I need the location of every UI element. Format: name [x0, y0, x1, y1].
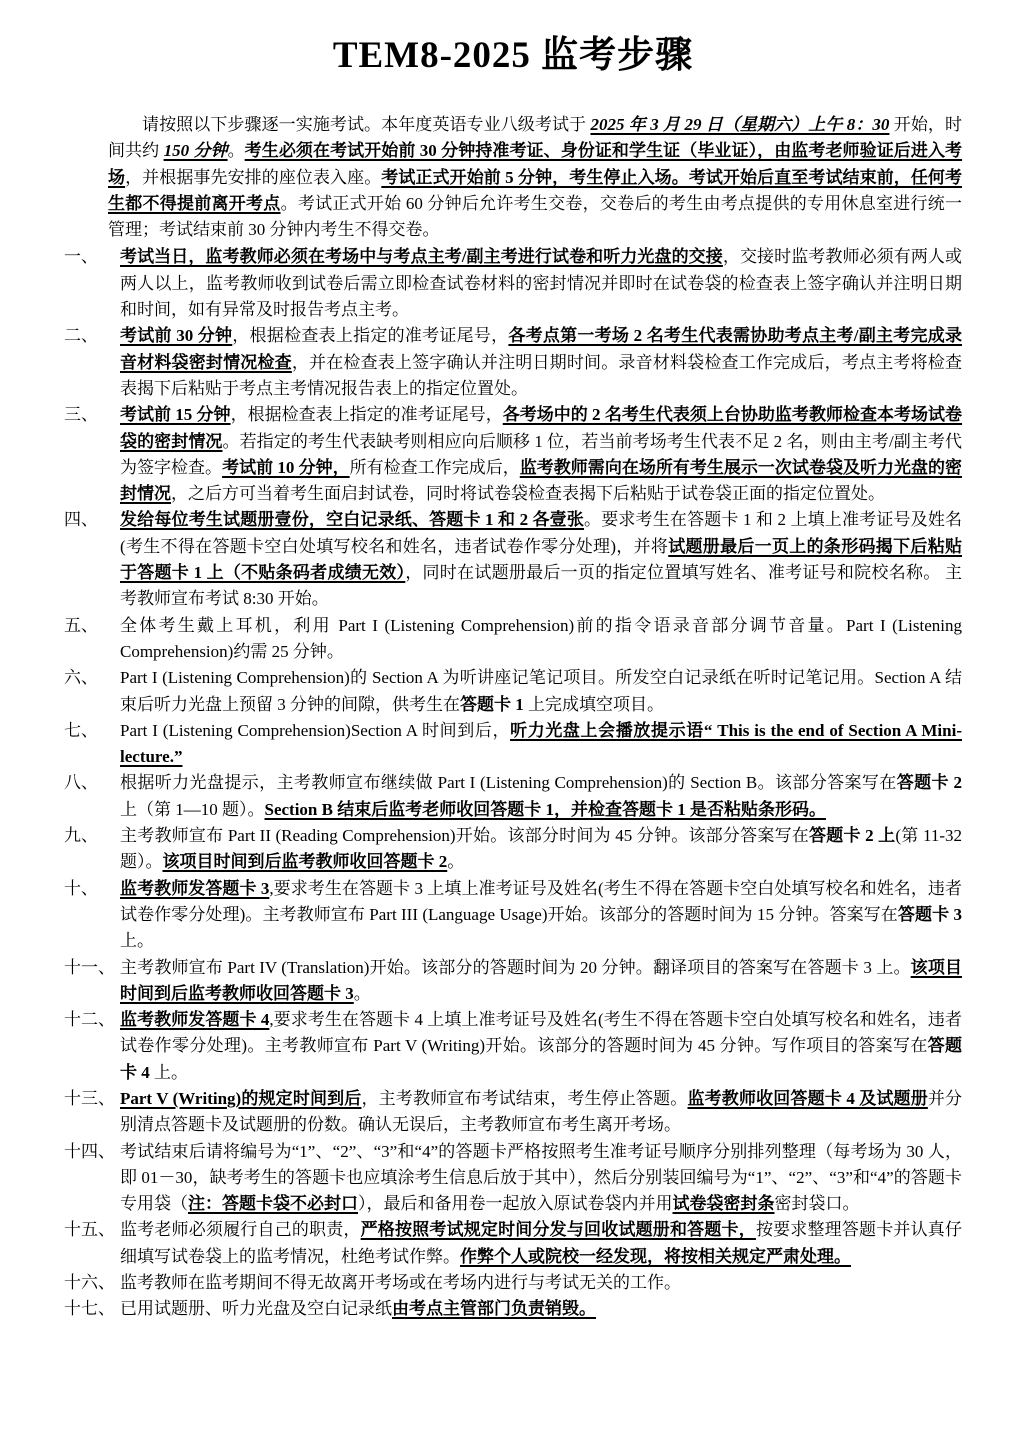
text-segment: 监考教师发答题卡 4: [120, 1010, 270, 1030]
text-segment: 考试前 30 分钟: [120, 326, 233, 346]
text-segment: 。: [353, 983, 371, 1003]
text-segment: Part I (Listening Comprehension)Section A 时间到后，: [120, 720, 511, 740]
text-segment: 各考场中的 2 名考生代表须上台协助监考教师检查本考场试卷袋的密封情况: [120, 405, 963, 451]
text-segment: 由考点主管部门负责销毁。: [392, 1299, 596, 1319]
text-segment: 上（第 1—10 题）。: [120, 799, 265, 819]
step-number: 十二、: [64, 1010, 115, 1030]
step-text: [120, 402, 962, 507]
step-number: 七、: [64, 720, 98, 740]
step-number: 四、: [64, 510, 98, 530]
step-item: [64, 244, 962, 323]
text-segment: 上完成填空项目。: [523, 694, 664, 714]
text-segment: 根据听力光盘提示，主考教师宣布继续做 Part I (Listening Comprehension)的 Section B。该部分答案写在: [120, 773, 897, 793]
step-number: 二、: [64, 326, 98, 346]
text-segment: 主考教师宣布 Part IV (Translation)开始。该部分的答题时间为 20 分钟。翻译项目的答案写在答题卡 3 上。: [120, 957, 911, 977]
step-item: [64, 718, 962, 771]
text-segment: ），最后和备用卷一起放入原试卷袋内并用: [358, 1194, 673, 1214]
step-text: [120, 244, 962, 323]
step-item: [64, 507, 962, 612]
text-segment: 请按照以下步骤逐一实施考试。本年度英语专业八级考试于: [142, 115, 591, 134]
step-text: [120, 507, 962, 612]
text-segment: 上。: [120, 931, 154, 951]
step-number: 六、: [64, 668, 98, 688]
step-text: [120, 1270, 962, 1296]
text-segment: 2025 年 3 月 29 日（星期六）上午 8：30: [590, 115, 890, 134]
step-text: [120, 613, 962, 666]
step-text: [120, 1139, 962, 1218]
step-item: [64, 1296, 962, 1322]
step-text: [120, 876, 962, 955]
text-segment: 考试前 10 分钟，: [222, 457, 350, 477]
text-segment: 发给每位考生试题册壹份，空白记录纸、答题卡 1 和 2 各壹张: [120, 510, 585, 530]
text-segment: 150 分钟: [163, 141, 228, 161]
step-item: [64, 402, 962, 507]
text-segment: 考生必须在考试开始前 30 分钟持准考证、身份证和学生证（毕业证），由监考老师验证后进入考场: [108, 141, 963, 187]
text-segment: Part I (Listening Comprehension)的 Section A 为听讲座记笔记项目。所发空白记录纸在听时记笔记用。Section A 结束后听力光盘上预留 3 分钟的间隙，供考生在: [120, 668, 962, 714]
text-segment: 该项目时间到后监考教师收回答题卡 3: [120, 957, 962, 1003]
step-number: 十四、: [64, 1141, 115, 1161]
text-segment: 严格按照考试规定时间分发与回收试题册和答题卡，: [360, 1220, 756, 1240]
text-segment: (第 11-32 题）。: [120, 826, 963, 872]
step-text: [120, 770, 962, 823]
text-segment: 监考教师需向在场所有考生展示一次试卷袋及听力光盘的密封情况: [120, 457, 963, 504]
text-segment: ，同时在试题册最后一页的指定位置填写姓名、准考证号和院校名称。 主考教师宣布考试 8:30 开始。: [120, 563, 963, 609]
text-segment: 试卷袋密封条: [672, 1194, 775, 1214]
step-item: [64, 770, 962, 823]
text-segment: 考试正式开始前 5 分钟，考生停止入场。考试开始后直至考试结束前，任何考生都不得提前离开考点: [108, 167, 963, 213]
step-text: [120, 665, 962, 718]
step-text: [120, 823, 962, 876]
text-segment: 作弊个人或院校一经发现，将按相关规定严肃处理。: [460, 1246, 851, 1266]
step-item: [64, 665, 962, 718]
step-item: [64, 876, 962, 955]
text-segment: ，之后方可当着考生面启封试卷，同时将试卷袋检查表揭下后粘贴于试卷袋正面的指定位置处。: [171, 484, 885, 504]
step-number: 八、: [64, 773, 98, 793]
text-segment: Part V (Writing)的规定时间到后: [120, 1088, 362, 1108]
text-segment: 主考教师宣布 Part II (Reading Comprehension)开始。该部分时间为 45 分钟。该部分答案写在: [120, 826, 810, 846]
text-segment: ，并根据事先安排的座位表入座。: [125, 167, 382, 187]
text-segment: ，根据检查表上指定的准考证尾号，: [230, 405, 503, 425]
text-segment: 监考老师必须履行自己的职责，: [120, 1220, 361, 1240]
text-segment: ,要求考生在答题卡 4 上填上准考证号及姓名(考生不得在答题卡空白处填写校名和姓名，违者试卷作零分处理)。主考教师宣布 Part V (Writing)开始。该部分的答题时间为 45 分钟。写作项目的答案写在: [120, 1010, 962, 1056]
step-number: 三、: [64, 405, 98, 425]
step-number: 十七、: [64, 1299, 115, 1319]
step-number: 五、: [64, 615, 98, 635]
text-segment: 开始，时间共约: [108, 115, 962, 161]
document-title: TEM8-2025 监考步骤: [332, 35, 694, 76]
text-segment: 考试结束后请将编号为“1”、“2”、“3”和“4”的答题卡严格按照考生准考证号顺序分别排列整理（每考场为 30 人，即 01－30，缺考考生的答题卡也应填涂考生信息后放于其中），然后分别装回编号为“1”、“2”、“3”和“4”的答题卡专用袋（: [120, 1141, 962, 1214]
text-segment: 答题卡 3: [897, 904, 963, 924]
text-segment: ,要求考生在答题卡 3 上填上准考证号及姓名(考生不得在答题卡空白处填写校名和姓名，违者试卷作零分处理)。主考教师宣布 Part III (Language Usage)开始。该部分的答题时间为 15 分钟。答案写在: [120, 878, 962, 924]
text-segment: 试题册最后一页上的条形码揭下后粘贴于答题卡 1 上（不贴条码者成绩无效）: [120, 536, 962, 583]
text-segment: 全体考生戴上耳机，利用 Part I (Listening Comprehension)前的指令语录音部分调节音量。Part I (Listening Comprehension)约需 25 分钟。: [120, 615, 962, 661]
intro-paragraph: [108, 112, 962, 243]
step-item: [64, 1086, 962, 1139]
text-segment: 上。: [149, 1062, 188, 1082]
step-item: [64, 323, 962, 402]
text-segment: 。: [227, 141, 245, 161]
step-item: [64, 823, 962, 876]
text-segment: 。: [447, 852, 465, 872]
step-number: 十六、: [64, 1273, 115, 1293]
step-number: 九、: [64, 826, 98, 846]
text-segment: 按要求整理答题卡并认真仔细填写试卷袋上的监考情况，杜绝考试作弊。: [120, 1220, 962, 1266]
text-segment: 听力光盘上会播放提示语“ This is the end of Section A Mini-lecture.”: [120, 720, 962, 767]
text-segment: 答题卡 2 上: [809, 826, 896, 846]
text-segment: ，主考教师宣布考试结束，考生停止答题。: [361, 1088, 688, 1108]
text-segment: 已用试题册、听力光盘及空白记录纸: [120, 1299, 392, 1319]
text-segment: Section B 结束后监考老师收回答题卡 1，并检查答题卡 1 是否粘贴条形码。: [264, 799, 826, 819]
step-item: [64, 1270, 962, 1296]
step-item: [64, 1139, 962, 1218]
text-segment: 考试前 15 分钟: [120, 405, 231, 425]
step-number: 十五、: [64, 1220, 115, 1240]
text-segment: 答题卡 4: [120, 1036, 962, 1082]
text-segment: 。考试正式开始 60 分钟后允许考生交卷，交卷后的考生由考点提供的专用休息室进行统一管理；考试结束前 30 分钟内考生不得交卷。: [108, 193, 963, 240]
text-segment: 该项目时间到后监考教师收回答题卡 2: [162, 852, 448, 872]
text-segment: 注：答题卡袋不必封口: [188, 1194, 358, 1214]
text-segment: 。要求考生在答题卡 1 和 2 上填上准考证号及姓名(考生不得在答题卡空白处填写校名和姓名，违者试卷作零分处理)，并将: [120, 510, 963, 556]
text-segment: 密封袋口。: [774, 1194, 860, 1214]
text-segment: 答题卡 1: [460, 694, 524, 714]
text-segment: 考试当日，监考教师必须在考场中与考点主考/副主考进行试卷和听力光盘的交接: [120, 247, 723, 267]
step-text: [120, 1007, 962, 1086]
step-text: [120, 323, 962, 402]
text-segment: 所有检查工作完成后，: [349, 457, 520, 477]
text-segment: 监考教师收回答题卡 4 及试题册: [687, 1088, 928, 1108]
text-segment: ，交接时监考教师必须有两人或两人以上，监考教师收到试卷后需立即检查试卷材料的密封情况并即时在试卷袋的检查表上签字确认并注明日期和时间，如有异常及时报告考点主考。: [120, 247, 962, 320]
text-segment: ，并在检查表上签字确认并注明日期时间。录音材料袋检查工作完成后，考点主考将检查表揭下后粘贴于考点主考情况报告表上的指定位置处。: [120, 352, 962, 398]
text-segment: 监考教师发答题卡 3: [120, 878, 270, 898]
step-text: [120, 1086, 962, 1139]
step-number: 十三、: [64, 1088, 115, 1108]
step-item: [64, 955, 962, 1008]
text-segment: 答题卡 2: [896, 773, 962, 793]
steps-list: [64, 244, 962, 1322]
step-text: [120, 718, 962, 771]
step-number: 十一、: [64, 957, 115, 977]
step-text: [120, 1217, 962, 1270]
step-item: [64, 1007, 962, 1086]
step-item: [64, 1217, 962, 1270]
step-number: 十、: [64, 878, 98, 898]
text-segment: 监考教师在监考期间不得无故离开考场或在考场内进行与考试无关的工作。: [120, 1273, 681, 1293]
text-segment: 。若指定的考生代表缺考则相应向后顺移 1 位，若当前考场考生代表不足 2 名，则由主考/副主考代为签字检查。: [120, 431, 963, 477]
step-number: 一、: [64, 247, 98, 267]
step-text: [120, 1296, 962, 1322]
text-segment: ，根据检查表上指定的准考证尾号，: [232, 326, 509, 346]
text-segment: 并分别清点答题卡及试题册的份数。确认无误后，主考教师宣布考生离开考场。: [120, 1088, 963, 1135]
step-text: [120, 955, 962, 1008]
step-item: [64, 613, 962, 666]
text-segment: 各考点第一考场 2 名考生代表需协助考点主考/副主考完成录音材料袋密封情况检查: [120, 326, 963, 372]
